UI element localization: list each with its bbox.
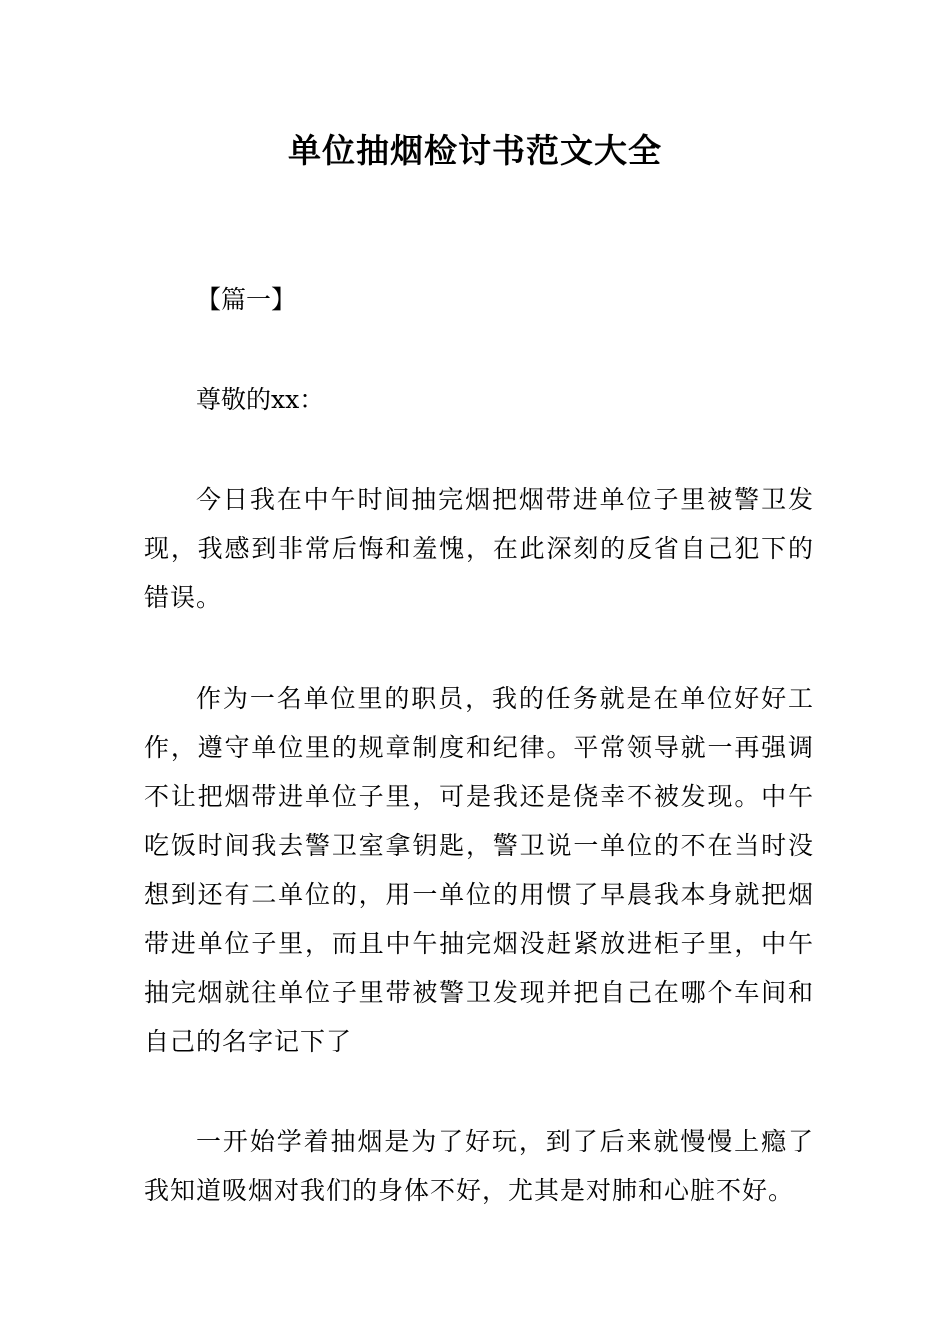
body-paragraph: 一开始学着抽烟是为了好玩，到了后来就慢慢上瘾了我知道吸烟对我们的身体不好，尤其是对肺和心脏不好。 bbox=[144, 1127, 814, 1205]
salutation: 尊敬的xx： bbox=[196, 385, 325, 414]
body-paragraph: 今日我在中午时间抽完烟把烟带进单位子里被警卫发现，我感到非常后悔和羞愧，在此深刻的反省自己犯下的错误。 bbox=[144, 485, 814, 612]
section-heading: 【篇一】 bbox=[196, 285, 297, 314]
body-paragraph: 作为一名单位里的职员，我的任务就是在单位好好工作，遵守单位里的规章制度和纪律。平常领导就一再强调不让把烟带进单位子里，可是我还是侥幸不被发现。中午吃饭时间我去警卫室拿钥匙，警卫说一单位的不在当时没想到还有二单位的，用一单位的用惯了早晨我本身就把烟带进单位子里，而且中午抽完烟没赶紧放进柜子里，中午抽完烟就往单位子里带被警卫发现并把自己在哪个车间和自己的名字记下了 bbox=[144, 684, 814, 1056]
document-title: 单位抽烟检讨书范文大全 bbox=[288, 131, 662, 170]
